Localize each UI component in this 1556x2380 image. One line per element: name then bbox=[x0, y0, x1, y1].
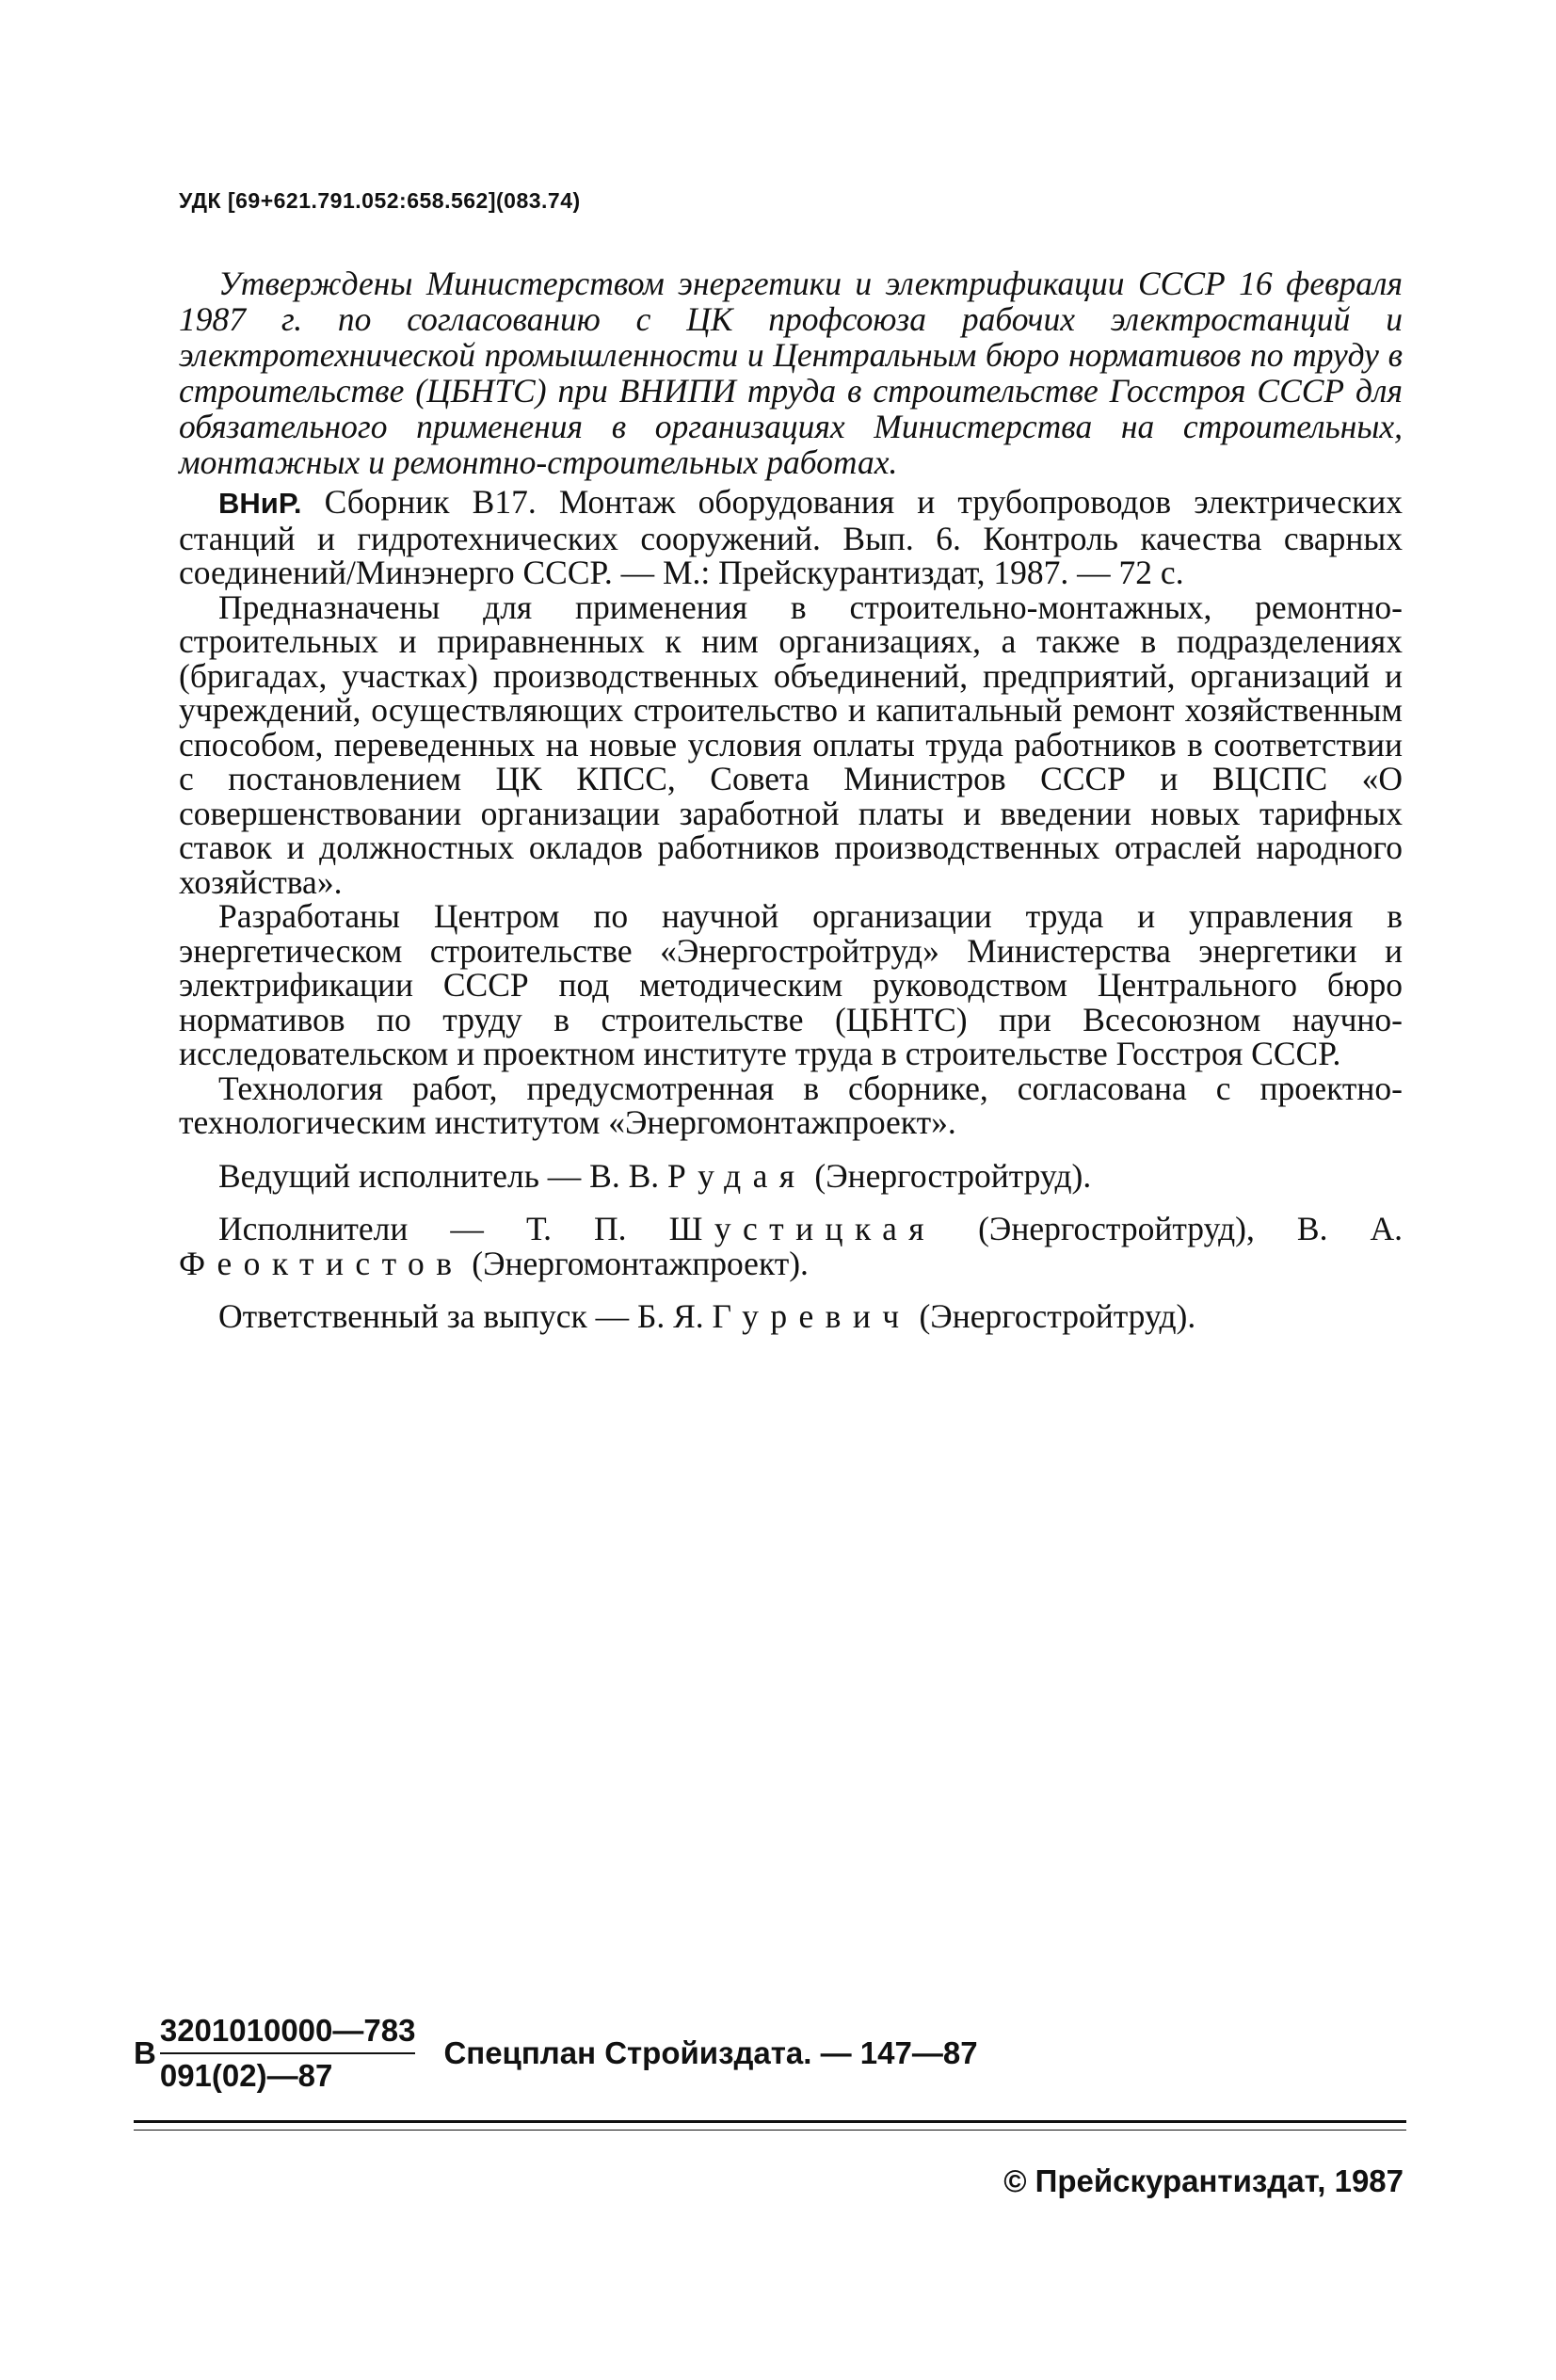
imprint-code-fraction bbox=[160, 2013, 416, 2094]
imprint-plan: Спецплан Стройиздата. — 147—87 bbox=[443, 2035, 978, 2070]
executor-name-1: Шустицкая bbox=[668, 1210, 937, 1247]
responsible-name: Гуревич bbox=[712, 1297, 911, 1335]
imprint-letter: В bbox=[134, 2035, 156, 2070]
biblio-text: Сборник В17. Монтаж оборудования и трубопроводов электрических станций и гидротехнических сооружений. Вып. 6. Контроль качества сварных соединений/Минэнерго СССР. — М.: Прейскурантиздат, 1987. — 72 с. bbox=[179, 483, 1403, 591]
main-text bbox=[179, 485, 1403, 1334]
lead-executor-name: Рудая bbox=[667, 1156, 807, 1195]
responsible-line bbox=[179, 1299, 1403, 1334]
imprint-denominator: 091(02)—87 bbox=[159, 2058, 333, 2093]
udk-code: УДК [69+621.791.052:658.562](083.74) bbox=[179, 188, 581, 213]
responsible-prefix: Ответственный за выпуск — Б. Я. bbox=[218, 1297, 713, 1335]
divider-thin bbox=[134, 2130, 1406, 2131]
divider-thick bbox=[134, 2120, 1406, 2123]
bibliographic-entry bbox=[179, 485, 1403, 590]
executors-line bbox=[179, 1212, 1403, 1280]
developers-paragraph: Разработаны Центром по научной организации труда и управления в энергетическом строительстве «Энергостройтруд» Министерства энергетики и электрификации СССР под методическим руководством Центрального бюро нормативов по труду в строительстве (ЦБНТС) при Всесоюзном научно-исследовательском и проектном институте труда в строительстве Госстроя СССР. bbox=[179, 897, 1403, 1072]
responsible-suffix: (Энергостройтруд). bbox=[910, 1297, 1196, 1335]
technology-paragraph: Технология работ, предусмотренная в сборнике, согласована с проектно-технологическим институтом «Энергомонтажпроект». bbox=[179, 1069, 1403, 1141]
approval-statement: Утверждены Министерством энергетики и электрификации СССР 16 февраля 1987 г. по согласованию с ЦК профсоюза рабочих электростанций и электротехнической промышленности и Центральным бюро нормативов по труду в строительстве (ЦБНТС) при ВНИПИ труда в строительстве Госстроя СССР для обязательного применения в организациях Министерства на строительных, монтажных и ремонтно-строительных работах. bbox=[179, 265, 1403, 481]
lead-executor-prefix: Ведущий исполнитель — В. В. bbox=[218, 1156, 668, 1195]
lead-executor-suffix: (Энергостройтруд). bbox=[806, 1156, 1092, 1195]
imprint-numerator: 3201010000—783 bbox=[160, 2013, 416, 2054]
purpose-paragraph: Предназначены для применения в строительно-монтажных, ремонтно-строительных и приравненных к ним организациях, а также в подразделениях (бригадах, участках) производственных объединений, предприятий, организаций и учреждений, осуществляющих строительство и капитальный ремонт хозяйственным способом, переведенных на новые условия оплаты труда работников в соответствии с постановлением ЦК КПСС, Совета Министров СССР и ВЦСПС «О совершенствовании организации заработной платы и введении новых тарифных ставок и должностных окладов работников производственных отраслей народного хозяйства». bbox=[179, 587, 1403, 901]
copyright-notice: © Прейскурантиздат, 1987 bbox=[1003, 2163, 1404, 2198]
executors-middle: (Энергостройтруд), В. А. bbox=[936, 1210, 1404, 1247]
publisher-imprint bbox=[134, 2013, 978, 2094]
executors-suffix: (Энергомонтажпроект). bbox=[463, 1244, 809, 1282]
executor-name-2: Феоктистов bbox=[179, 1244, 464, 1282]
biblio-lead: ВНиР. bbox=[218, 487, 302, 520]
executors-prefix: Исполнители — Т. П. bbox=[218, 1210, 669, 1247]
lead-executor-line bbox=[179, 1156, 1403, 1195]
